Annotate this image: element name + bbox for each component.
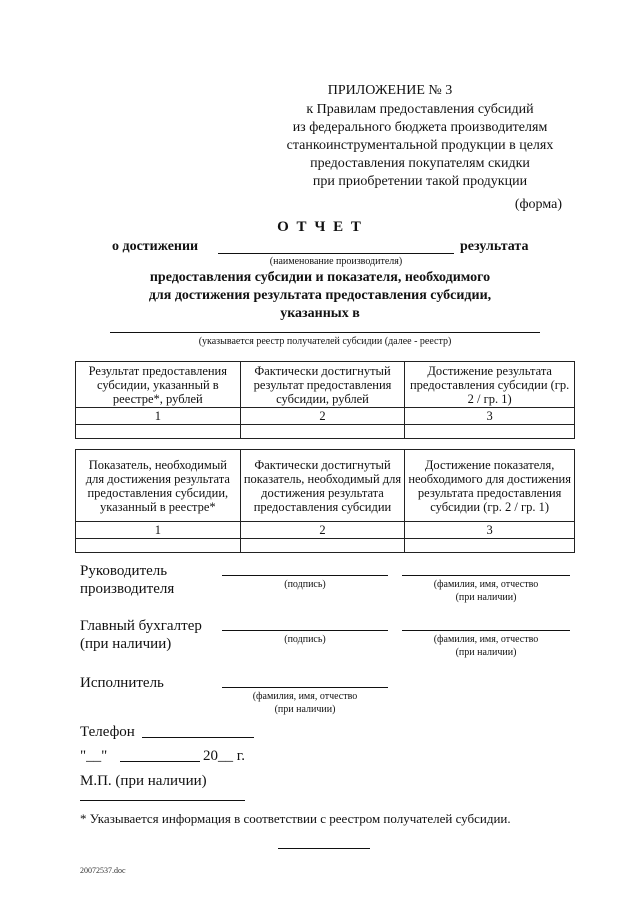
accountant-name-caption-2: (при наличии) bbox=[455, 647, 517, 658]
head-signature-caption: (подпись) bbox=[284, 579, 326, 590]
indicator-table-cell[interactable] bbox=[405, 539, 575, 553]
result-table-header-1: Результат предоставления субсидии, указанный в реестре*, рублей bbox=[76, 362, 241, 408]
report-line1-left: о достижении bbox=[112, 239, 199, 254]
producer-name-line[interactable] bbox=[218, 253, 454, 254]
head-name-line[interactable] bbox=[402, 575, 570, 576]
registry-line[interactable] bbox=[110, 332, 540, 333]
accountant-signature-caption: (подпись) bbox=[284, 634, 326, 645]
report-line-3: для достижения результата предоставления субсидии, bbox=[148, 288, 492, 303]
indicator-table-cell[interactable] bbox=[240, 539, 405, 553]
report-line1-right: результата bbox=[460, 239, 529, 254]
accountant-label-line1: Главный бухгалтер bbox=[80, 618, 202, 634]
result-table-cell[interactable] bbox=[240, 425, 405, 439]
footnote: * Указывается информация в соответствии с реестром получателей субсидии. bbox=[80, 811, 511, 826]
executor-name-line[interactable] bbox=[222, 687, 388, 688]
producer-caption: (наименование производителя) bbox=[269, 256, 403, 267]
head-name-caption-1: (фамилия, имя, отчество bbox=[433, 579, 539, 590]
result-table-number-1: 1 bbox=[76, 408, 241, 425]
executor-caption-2: (при наличии) bbox=[274, 704, 336, 715]
result-table-cell[interactable] bbox=[405, 425, 575, 439]
result-table-cell[interactable] bbox=[76, 425, 241, 439]
result-table-number-2: 2 bbox=[240, 408, 405, 425]
accountant-name-caption-1: (фамилия, имя, отчество bbox=[433, 634, 539, 645]
head-label-line2: производителя bbox=[80, 581, 175, 597]
result-table-header-3: Достижение результата предоставления субсидии (гр. 2 / гр. 1) bbox=[405, 362, 575, 408]
head-name-caption-2: (при наличии) bbox=[455, 592, 517, 603]
executor-label: Исполнитель bbox=[80, 675, 164, 691]
executor-caption-1: (фамилия, имя, отчество bbox=[252, 691, 358, 702]
indicator-table-number-1: 1 bbox=[76, 522, 241, 539]
appendix-line-2: из федерального бюджета производителям bbox=[292, 120, 548, 135]
indicator-table-header-1: Показатель, необходимый для достижения результата предоставления субсидии, указанный в реестре* bbox=[76, 450, 241, 522]
date-quote: "__" bbox=[80, 748, 108, 764]
appendix-title: ПРИЛОЖЕНИЕ № 3 bbox=[327, 83, 453, 98]
indicator-table-number-2: 2 bbox=[240, 522, 405, 539]
appendix-line-3: станкоинструментальной продукции в целях bbox=[286, 138, 554, 153]
end-line bbox=[278, 848, 370, 849]
result-table-number-3: 3 bbox=[405, 408, 575, 425]
seal-label: М.П. (при наличии) bbox=[80, 773, 207, 789]
file-code: 20072537.doc bbox=[80, 866, 126, 875]
result-table-header-2: Фактически достигнутый результат предоставления субсидии, рублей bbox=[240, 362, 405, 408]
indicator-table-cell[interactable] bbox=[76, 539, 241, 553]
phone-label: Телефон bbox=[80, 724, 135, 740]
phone-line[interactable] bbox=[142, 737, 254, 738]
footnote-divider bbox=[80, 800, 245, 801]
appendix-line-5: при приобретении такой продукции bbox=[312, 174, 528, 189]
date-year: 20__ г. bbox=[203, 748, 245, 764]
date-month-line[interactable] bbox=[120, 761, 200, 762]
accountant-name-line[interactable] bbox=[402, 630, 570, 631]
indicator-table bbox=[75, 449, 575, 553]
result-table bbox=[75, 361, 575, 439]
appendix-line-1: к Правилам предоставления субсидий bbox=[306, 102, 534, 117]
appendix-line-4: предоставления покупателям скидки bbox=[310, 156, 530, 171]
report-line-2: предоставления субсидии и показателя, необходимого bbox=[149, 270, 491, 285]
report-title: О Т Ч Е Т bbox=[277, 219, 363, 235]
head-signature-line[interactable] bbox=[222, 575, 388, 576]
accountant-label-line2: (при наличии) bbox=[80, 636, 172, 652]
registry-caption: (указывается реестр получателей субсидии (далее - реестр) bbox=[198, 336, 452, 347]
indicator-table-header-3: Достижение показателя, необходимого для достижения результата предоставления субсидии (гр. 2 / гр. 1) bbox=[405, 450, 575, 522]
accountant-signature-line[interactable] bbox=[222, 630, 388, 631]
indicator-table-number-3: 3 bbox=[405, 522, 575, 539]
indicator-table-header-2: Фактически достигнутый показатель, необходимый для достижения результата предоставления субсидии bbox=[240, 450, 405, 522]
head-label-line1: Руководитель bbox=[80, 563, 168, 579]
report-line-4: указанных в bbox=[280, 306, 360, 321]
form-label: (форма) bbox=[514, 197, 562, 212]
